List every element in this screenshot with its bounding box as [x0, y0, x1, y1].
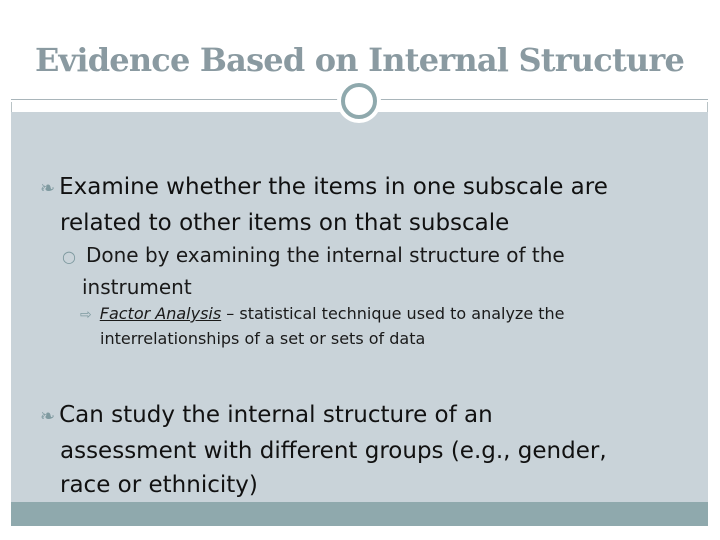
bullet-level1-examine	[40, 170, 680, 240]
leaf-bullet-icon: ❧	[40, 406, 56, 427]
bullet-text-line1: Done by examining the internal structure of the	[85, 243, 565, 267]
bullet-text-line2: interrelationships of a set or sets of data	[100, 329, 426, 348]
leaf-bullet-icon: ❧	[40, 178, 56, 199]
bullet-level1-can-study	[40, 398, 690, 502]
slide-title: Evidence Based on Internal Structure	[34, 41, 685, 79]
factor-analysis-term: Factor Analysis	[99, 304, 222, 323]
bullet-level2-done	[62, 240, 662, 302]
bullet-level3-factor-analysis	[80, 302, 670, 351]
bullet-text-line2: related to other items on that subscale	[60, 210, 510, 236]
arrow-bullet-icon: ⇨	[80, 307, 92, 323]
bullet-text-line1: Examine whether the items in one subscale are	[59, 174, 608, 200]
footer-band	[11, 502, 708, 526]
ring-bullet-icon: ○	[62, 247, 76, 266]
circle-ornament-icon	[341, 83, 377, 119]
bullet-text-line3: race or ethnicity)	[60, 472, 258, 498]
bullet-text-line2: instrument	[82, 275, 192, 299]
bullet-text-line2: assessment with different groups (e.g., gender,	[60, 438, 607, 464]
bullet-text-line1: – statistical technique used to analyze the	[221, 304, 565, 323]
bullet-text-line1: Can study the internal structure of an	[59, 402, 493, 428]
